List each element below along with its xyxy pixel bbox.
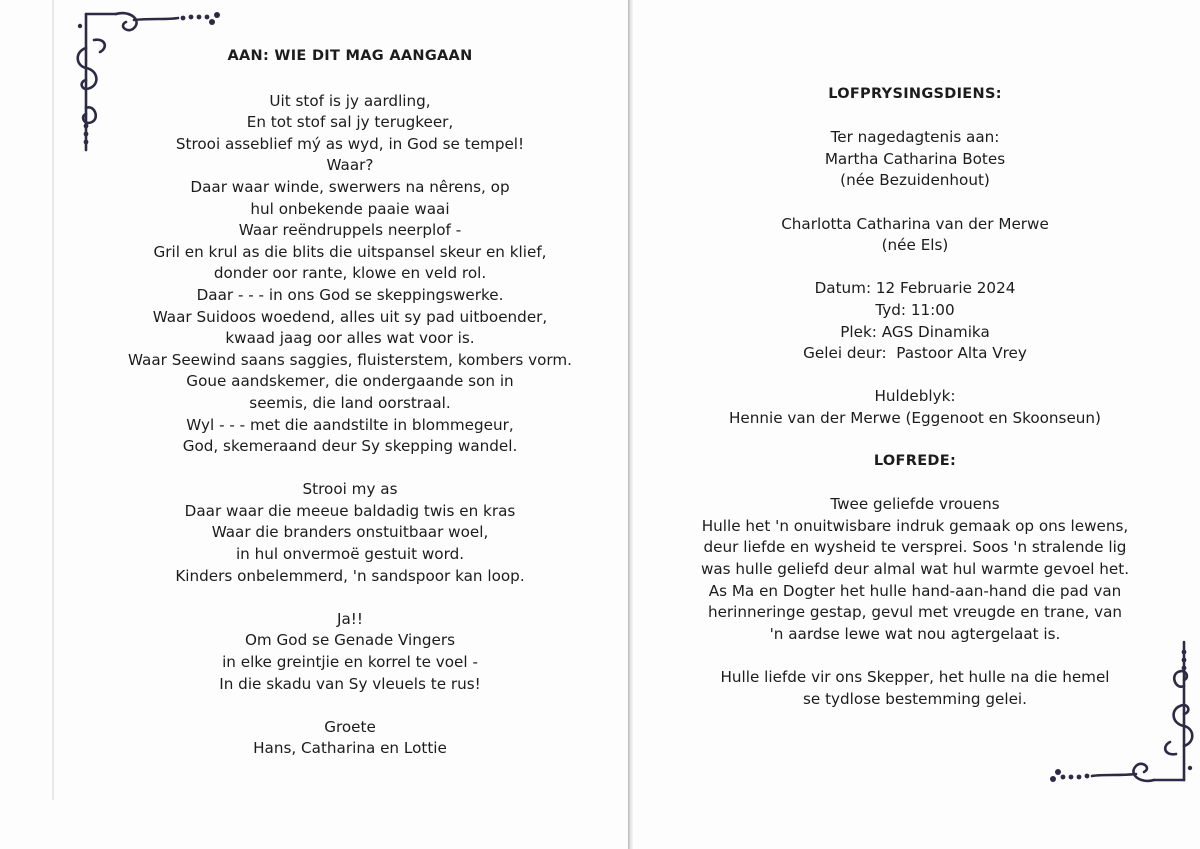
section-gap [640, 430, 1190, 452]
section-gap [640, 257, 1190, 279]
person-name: Martha Catharina Botes [824, 149, 1006, 168]
person-name: Charlotta Catharina van der Merwe [781, 214, 1049, 233]
poem-line: Waar? [326, 156, 374, 175]
poem-line: Strooi asseblief mý as wyd, in God se tempel! [175, 134, 525, 153]
poem-line: hul onbekende paaie waai [250, 199, 450, 218]
poem-line: In die skadu van Sy vleuels te rus! [219, 674, 481, 693]
tribute-by: Hennie van der Merwe (Eggenoot en Skoonseun) [729, 408, 1101, 427]
poem-line: Waar Seewind saans saggies, fluisterstem, kombers vorm. [127, 350, 573, 369]
poem-line: Waar reëndruppels neerplof - [238, 221, 462, 240]
greeting: Groete [324, 717, 376, 736]
eulogy-line: was hulle geliefd deur almal wat hul warmte gevoel het. [700, 560, 1130, 579]
poem-line: in elke greintjie en korrel te voel - [222, 653, 478, 672]
tribute-heading: Huldeblyk: [874, 387, 956, 406]
poem-line: seemis, die land oorstraal. [249, 393, 451, 412]
poem-line: Strooi my as [302, 480, 398, 499]
eulogy-line: Twee geliefde vrouens [830, 495, 1000, 514]
poem-line: Waar Suidoos woedend, alles uit sy pad uitboender, [152, 307, 548, 326]
poem-column [70, 46, 630, 760]
poem-line: Kinders onbelemmerd, 'n sandspoor kan loop. [175, 566, 525, 585]
section-gap [640, 192, 1190, 214]
poem-line: En tot stof sal jy terugkeer, [246, 113, 454, 132]
poem-line: Wyl - - - met die aandstilte in blommegeur, [186, 415, 514, 434]
eulogy-line: Hulle liefde vir ons Skepper, het hulle na die hemel [720, 668, 1110, 687]
eulogy-line: deur liefde en wysheid te versprei. Soos 'n stralende lig [703, 538, 1127, 557]
service-heading: LOFPRYSINGSDIENS: [828, 86, 1002, 102]
poem-line: kwaad jaag oor alles wat voor is. [225, 329, 475, 348]
poem-heading: AAN: WIE DIT MAG AANGAAN [227, 48, 473, 64]
poem-line: Daar - - - in ons God se skeppingswerke. [196, 285, 504, 304]
poem-line: Waar die branders onstuitbaar woel, [211, 523, 489, 542]
maiden-name: (née Bezuidenhout) [840, 171, 990, 190]
section-gap [640, 645, 1190, 667]
service-officiant: Gelei deur: Pastoor Alta Vrey [803, 344, 1027, 363]
memorial-intro: Ter nagedagtenis aan: [830, 128, 1000, 147]
section-gap [640, 473, 1190, 495]
maiden-name: (née Els) [881, 236, 949, 255]
eulogy-line: herinneringe gestap, gevul met vreugde en trane, van [707, 603, 1123, 622]
poem-line: Ja!! [337, 609, 363, 628]
eulogy-heading: LOFREDE: [873, 453, 957, 470]
stanza-gap [70, 458, 630, 480]
eulogy-line: se tydlose bestemming gelei. [803, 689, 1027, 708]
poem-line: Goue aandskemer, die ondergaande son in [186, 372, 514, 391]
eulogy-line: 'n aardse lewe wat nou agtergelaat is. [769, 624, 1061, 643]
section-gap [640, 365, 1190, 387]
service-place: Plek: AGS Dinamika [840, 322, 990, 341]
service-date: Datum: 12 Februarie 2024 [814, 279, 1016, 298]
poem-line: donder oor rante, klowe en veld rol. [213, 264, 487, 283]
stanza-gap [70, 587, 630, 609]
service-time: Tyd: 11:00 [875, 300, 955, 319]
service-column [640, 84, 1190, 710]
poem-line: Daar waar die meeue baldadig twis en kras [184, 501, 516, 520]
poem-line: Uit stof is jy aardling, [269, 91, 431, 110]
signature: Hans, Catharina en Lottie [253, 739, 447, 758]
eulogy-line: As Ma en Dogter het hulle hand-aan-hand die pad van [708, 581, 1122, 600]
poem-line: Gril en krul as die blits die uitspansel skeur en klief, [153, 242, 547, 261]
scan-edge [52, 0, 54, 800]
eulogy-line: Hulle het 'n onuitwisbare indruk gemaak op ons lewens, [701, 516, 1129, 535]
section-gap [640, 106, 1190, 128]
poem-line: God, skemeraand deur Sy skepping wandel. [182, 437, 518, 456]
poem-line: Om God se Genade Vingers [244, 631, 456, 650]
stanza-gap [70, 695, 630, 717]
poem-line: Daar waar winde, swerwers na nêrens, op [190, 177, 510, 196]
poem-line: in hul onvermoë gestuit word. [235, 545, 465, 564]
